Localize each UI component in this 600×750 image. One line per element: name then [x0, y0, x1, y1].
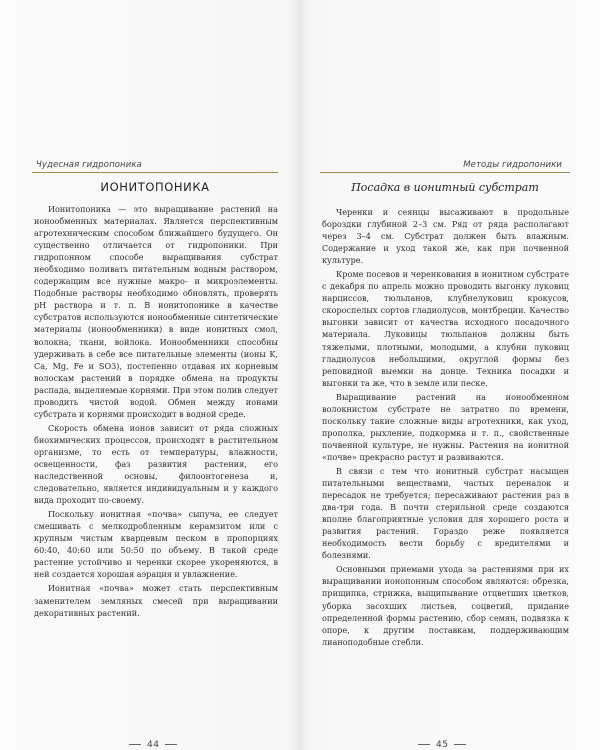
page-number-value: 44	[147, 740, 160, 750]
folio-dash	[165, 744, 177, 745]
folio-dash	[454, 744, 466, 745]
folio-dash	[129, 744, 141, 745]
paragraph: Кроме посевов и черенкования в ионитном субстрате с декабря по апрель можно проводить выгонку луковиц нарциссов, тюльпанов, клубнелуковиц крокусов, скороспелых сортов гладиолусов, монтбреции. Качество выгонки зависит от качества исходного посадочного материала. Луковицы тюльпанов должны быть тяжелыми, плотными, молодыми, а клубни луковиц гладиолусов небольшими, округлой формы без реповидной выемки на донце. Техника посадки и выгонки та же, что в земле или песке.	[322, 269, 569, 388]
folio-dash	[418, 744, 430, 745]
running-head: Чудесная гидропоника	[36, 160, 142, 170]
header-rule	[320, 172, 570, 173]
section-title: Посадка в ионитный субстрат	[351, 181, 539, 194]
right-page	[300, 0, 600, 750]
paragraph: Скорость обмена ионов зависит от ряда сложных биохимических процессов, происходят в растительном организме, то есть от температуры, влажности, освещенности, фаз развития растения, его наследственной основы, филоонтогенеза и, следовательно, является индивидуальным и у каждого вида проходит по-своему.	[34, 422, 278, 506]
paragraph: В связи с тем что ионитный субстрат насыщен питательными веществами, частых переналок и пересадок не требуется; пересаживают растения раз в два-три года. В почти стерильной среде создаются вполне благоприятные условия для хорошего роста и развития растений. Гораздо реже появляется необходимость вести борьбу с вредителями и болезнями.	[322, 465, 569, 561]
paragraph: Поскольку ионитная «почва» сыпуча, ее следует смешивать с мелкодробленным керамзитом или с крупным чистым кварцевым песком в пропорциях 60:40, 40:60 или 50:50 по объему. В такой среде растение устойчиво и черенки скорее укореняются, в ней создается хорошая аэрация и увлажнение.	[34, 509, 278, 580]
body-text	[34, 203, 278, 619]
chapter-title: ИОНИТОПОНИКА	[100, 180, 210, 194]
paragraph: Выращивание растений на ионообменном волокнистом субстрате не затратно по времени, поскольку такие сложные виды агротехники, как уход, прополка, рыхление, подкормка и т. п., свойственные почвенной культуре, не нужны. Растения на ионитной «почве» прекрасно растут и развиваются.	[322, 391, 569, 462]
paragraph: Черенки и сеянцы высаживают в продольные бороздки глубиной 2–3 см. Ряд от ряда располагают через 3–4 см. Субстрат должен быть влажным. Содержание и уход такой же, как при почвенной культуре.	[322, 207, 569, 266]
page-number	[412, 740, 472, 750]
page-number-value: 45	[436, 740, 449, 750]
running-head: Методы гидропоники	[463, 160, 562, 170]
paragraph: Основными приемами ухода за растениями при их выращивании ионопонным способом являются: обрезка, прищипка, стрижка, выщипывание отцветших цветков, уборка засохших листьев, соцветий, придание определенной формы растению, сбор семян, подвязка к опоре, к другим поставкам, поддерживающим лианоподобные стебли.	[322, 564, 569, 647]
paragraph: Ионитопоника — это выращивание растений на ионообменных материалах. Является перспективным агротехническим способом ближайшего будущего. Он существенно отличается от гидропоники. При гидропонном способе выращивания субстрат необходимо поливать питательным водным раствором, содержащим все нужные макро- и микроэлементы. Подобные растворы необходимо обновлять, проверять pH раствора и т. п. В ионитопонике в качестве субстратов используются ионообменные синтетические материалы (ионообменники) в виде ионитных смол, волокна, ткани, войлока. Ионообменники способны удерживать в себе все питательные элементы (ионы K, Ca, Mg, Fe и SO3), постепенно отдавая их корневым волоскам растений в порядке обмена на продукты распада, выделяемые корнями. При этом полив следует проводить чистой водой. Обмен между ионами субстрата и корнями происходит в водной среде.	[34, 204, 278, 419]
header-rule	[32, 172, 278, 173]
paragraph: Ионитная «почва» может стать перспективным заменителем земляных смесей при выращивании декоративных растений.	[34, 583, 278, 618]
body-text	[322, 206, 569, 648]
page-number	[123, 740, 183, 750]
